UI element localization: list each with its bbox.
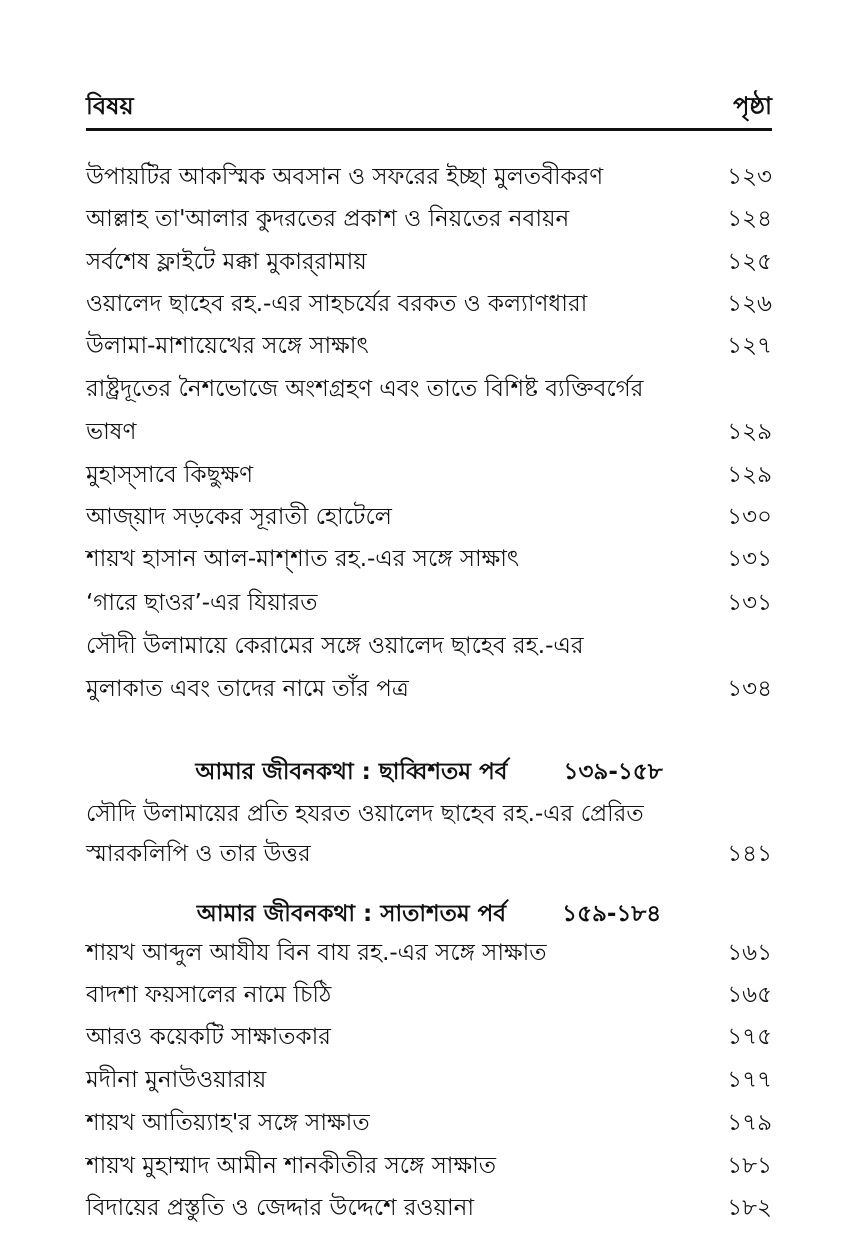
section-range: ১৩৯-১৫৮ (563, 759, 663, 785)
entry-title: আজ্‌য়াদ সড়কের সূরাতী হোটেলে (86, 504, 392, 530)
toc-entry (86, 1018, 772, 1058)
entry-title: ‘গারে ছাওর’-এর যিয়ারত (86, 590, 318, 616)
toc-entry (86, 1104, 772, 1144)
toc-entry (86, 158, 772, 198)
entry-title: সর্বশেষ ফ্লাইটে মক্কা মুকার্‌রামায় (86, 249, 367, 275)
entry-title: আরও কয়েকটি সাক্ষাতকার (86, 1024, 331, 1050)
toc-entry (86, 934, 772, 974)
entry-title: স্মারকলিপি ও তার উত্তর (86, 841, 311, 867)
toc-entry (86, 498, 772, 538)
entry-page: ১২৩ (727, 164, 772, 190)
entry-title: সৌদি উলামায়ের প্রতি হযরত ওয়ালেদ ছাহেব রহ.-এর প্রেরিত (86, 801, 644, 827)
toc-entry (86, 627, 772, 667)
entry-page: ১৪১ (727, 841, 772, 867)
entry-title: বিদায়ের প্রস্তুতি ও জেদ্দার উদ্দেশে রওয়ানা (86, 1195, 475, 1221)
toc-entry (86, 370, 772, 410)
section-heading (86, 895, 772, 935)
header-subject: বিষয় (86, 92, 134, 120)
entry-page: ১৮২ (727, 1195, 772, 1221)
toc-entry (86, 1189, 772, 1229)
section-range: ১৫৯-১৮৪ (562, 901, 662, 927)
entry-title: শায়খ মুহাম্মাদ আমীন শানকীতীর সঙ্গে সাক্ষাত (86, 1153, 497, 1179)
entry-title: মুলাকাত এবং তাদের নামে তাঁর পত্র (86, 676, 409, 702)
entry-title: ভাষণ (86, 419, 137, 445)
header-page: পৃষ্ঠা (733, 92, 772, 120)
entry-page: ১২৯ (727, 462, 772, 488)
entry-page: ১২৬ (727, 291, 772, 317)
toc-entry (86, 1147, 772, 1187)
toc-entry (86, 835, 772, 875)
entry-page: ১৩১ (727, 546, 772, 572)
entry-page: ১৩১ (727, 590, 772, 616)
section-title: আমার জীবনকথা : সাতাশতম পর্ব (196, 901, 507, 927)
entry-title: মদীনা মুনাউওয়ারায় (86, 1067, 267, 1093)
entry-page: ১২৭ (727, 333, 772, 359)
toc-entry (86, 670, 772, 710)
toc-entry (86, 456, 772, 496)
entry-title: শায়খ হাসান আল-মাশ্‌শাত রহ.-এর সঙ্গে সাক্ষাৎ (86, 546, 520, 572)
entry-page: ১৭৯ (727, 1110, 772, 1136)
entry-title: সৌদী উলামায়ে কেরামের সঙ্গে ওয়ালেদ ছাহেব রহ.-এর (86, 633, 584, 659)
entry-title: আল্লাহ তা'আলার কুদরতের প্রকাশ ও নিয়তের নবায়ন (86, 206, 570, 232)
entry-title: উলামা-মাশায়েখের সঙ্গে সাক্ষাৎ (86, 333, 369, 359)
section-title: আমার জীবনকথা : ছাব্বিশতম পর্ব (195, 759, 508, 785)
toc-entry (86, 976, 772, 1016)
entry-title: মুহাস্‌সাবে কিছুক্ষণ (86, 462, 254, 488)
toc-header (86, 88, 772, 124)
toc-entry (86, 327, 772, 367)
entry-page: ১৭৭ (727, 1067, 772, 1093)
entry-title: ওয়ালেদ ছাহেব রহ.-এর সাহচর্যের বরকত ও কল্যাণধারা (86, 291, 588, 317)
entry-page: ১২৫ (727, 249, 772, 275)
header-rule (86, 128, 772, 131)
entry-page: ১৩০ (727, 504, 772, 530)
toc-entry (86, 795, 772, 835)
entry-page: ১৭৫ (727, 1024, 772, 1050)
entry-title: উপায়টির আকস্মিক অবসান ও সফরের ইচ্ছা মুলতবীকরণ (86, 164, 604, 190)
entry-page: ১২৪ (727, 206, 772, 232)
entry-title: শায়খ আব্দুল আযীয বিন বায রহ.-এর সঙ্গে সাক্ষাত (86, 940, 547, 966)
toc-entry (86, 584, 772, 624)
toc-entry (86, 243, 772, 283)
toc-entry (86, 540, 772, 580)
entry-title: রাষ্ট্রদূতের নৈশভোজে অংশগ্রহণ এবং তাতে বিশিষ্ট ব্যক্তিবর্গের (86, 376, 644, 402)
toc-entry (86, 285, 772, 325)
toc-entry (86, 200, 772, 240)
toc-entry (86, 413, 772, 453)
entry-page: ১৬১ (727, 940, 772, 966)
toc-entry (86, 1061, 772, 1101)
entry-page: ১৩৪ (727, 676, 772, 702)
entry-title: বাদশা ফয়সালের নামে চিঠি (86, 982, 332, 1008)
entry-page: ১৮১ (727, 1153, 772, 1179)
section-heading (86, 753, 772, 793)
entry-page: ১২৯ (727, 419, 772, 445)
entry-title: শায়খ আতিয়্যাহ'র সঙ্গে সাক্ষাত (86, 1110, 370, 1136)
entry-page: ১৬৫ (727, 982, 772, 1008)
